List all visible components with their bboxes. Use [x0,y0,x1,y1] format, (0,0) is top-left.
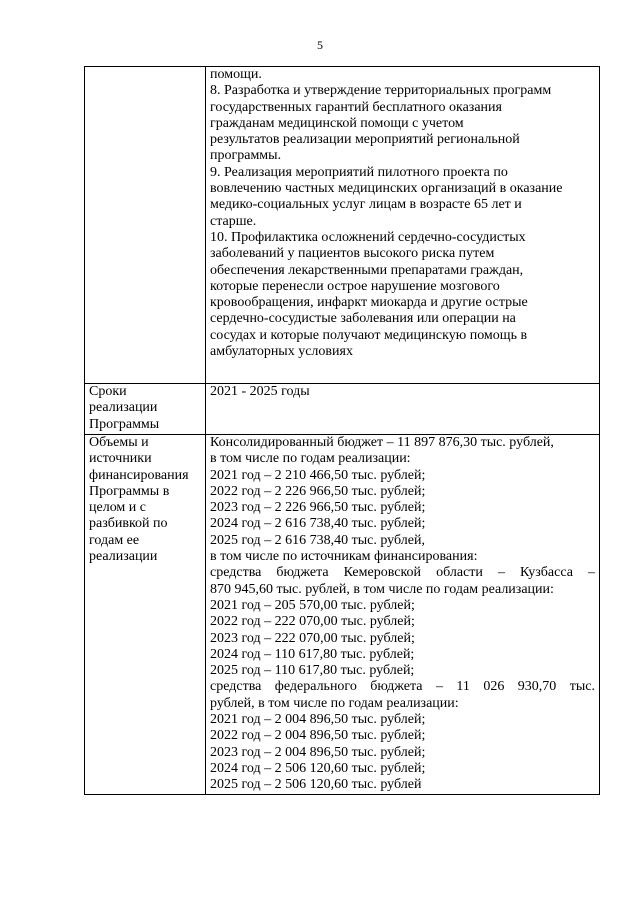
row-content-line: 870 945,60 тыс. рублей, в том числе по годам реализации: [210,581,554,597]
row-content-line: 2023 год – 2 004 896,50 тыс. рублей; [210,744,426,760]
row-content-line: помощи. [210,67,262,82]
row-content-line: 10. Профилактика осложнений сердечно-сосудистых [210,229,526,245]
row-content-cell [206,67,600,384]
row-label-cell [85,435,206,795]
row-content-line: обеспечения лекарственными препаратами граждан, [210,262,524,278]
row-content-line: 2022 год – 2 226 966,50 тыс. рублей; [210,483,426,499]
row-content-line: кровообращения, инфаркт миокарда и другие острые [210,295,528,311]
row-label-line: реализации [89,400,158,416]
row-content-line: 2022 год – 222 070,00 тыс. рублей; [210,614,415,630]
row-content-line: результатов реализации мероприятий региональной [210,132,520,148]
row-content-line: 8. Разработка и утверждение территориальных программ [210,83,552,99]
row-content-line: 2022 год – 2 004 896,50 тыс. рублей; [210,728,426,744]
row-content-line: Консолидированный бюджет – 11 897 876,30 тыс. рублей, [210,435,554,450]
row-content-line: медико-социальных услуг лицам в возрасте 65 лет и [210,197,522,213]
row-content-line: 2021 год – 2 210 466,50 тыс. рублей; [210,467,426,483]
table-row [85,384,600,435]
row-content-line: рублей, в том числе по годам реализации: [210,695,459,711]
row-label-line: целом и с [89,500,146,516]
row-content-line: 2024 год – 2 506 120,60 тыс. рублей; [210,760,426,776]
row-content-line: 2025 год – 2 616 738,40 тыс. рублей, [210,532,425,548]
row-content-line: 2021 год – 2 004 896,50 тыс. рублей; [210,712,426,728]
row-content-line: сердечно-сосудистые заболевания или операции на [210,311,516,327]
row-content-line: вовлечению частных медицинских организаций в оказание [210,181,563,197]
row-content-line: 2023 год – 222 070,00 тыс. рублей; [210,630,415,646]
row-content-line: в том числе по источникам финансирования: [210,549,478,565]
row-label-line: источники [89,451,152,467]
program-passport-table [84,66,600,795]
row-label-line: реализации [89,549,158,565]
row-label-line: Программы [89,416,160,432]
row-content-line: средства бюджета Кемеровской области – Кузбасса – [210,565,595,581]
table-row [85,435,600,795]
row-content-cell [206,435,600,795]
row-content-cell [206,384,600,435]
row-content-line: сосудах и которые получают медицинскую помощь в [210,327,528,343]
row-content-line: гражданам медицинской помощи с учетом [210,115,464,131]
row-label-line: Объемы и [89,435,149,450]
row-content-line: которые перенесли острое нарушение мозгового [210,278,500,294]
row-label-line: Программы в [89,483,170,499]
row-content-line: старше. [210,213,257,229]
row-label-cell [85,384,206,435]
row-label-cell [85,67,206,384]
row-content-line: 2023 год – 2 226 966,50 тыс. рублей; [210,500,426,516]
row-content-line: 2021 год – 205 570,00 тыс. рублей; [210,597,415,613]
page-number: 5 [317,38,323,52]
table-row [85,67,600,384]
row-content-line: 2021 - 2025 годы [210,384,310,399]
row-content-line: 2025 год – 2 506 120,60 тыс. рублей [210,777,422,793]
row-content-line: заболеваний у пациентов высокого риска путем [210,246,495,262]
row-label-line: финансирования [89,467,189,483]
row-content-line: в том числе по годам реализации: [210,451,411,467]
row-content-line: 2024 год – 110 617,80 тыс. рублей; [210,646,415,662]
row-content-line: 2025 год – 110 617,80 тыс. рублей; [210,663,415,679]
row-label-line: разбивкой по [89,516,168,532]
row-content-line: государственных гарантий бесплатного оказания [210,99,502,115]
row-content-line: 9. Реализация мероприятий пилотного проекта по [210,164,508,180]
row-content-line: программы. [210,148,282,164]
row-content-line: 2024 год – 2 616 738,40 тыс. рублей; [210,516,426,532]
row-content-line: средства федерального бюджета – 11 026 930,70 тыс. [210,679,595,695]
row-label-line: годам ее [89,532,140,548]
row-label-line: Сроки [89,384,127,399]
row-content-line: амбулаторных условиях [210,344,353,360]
